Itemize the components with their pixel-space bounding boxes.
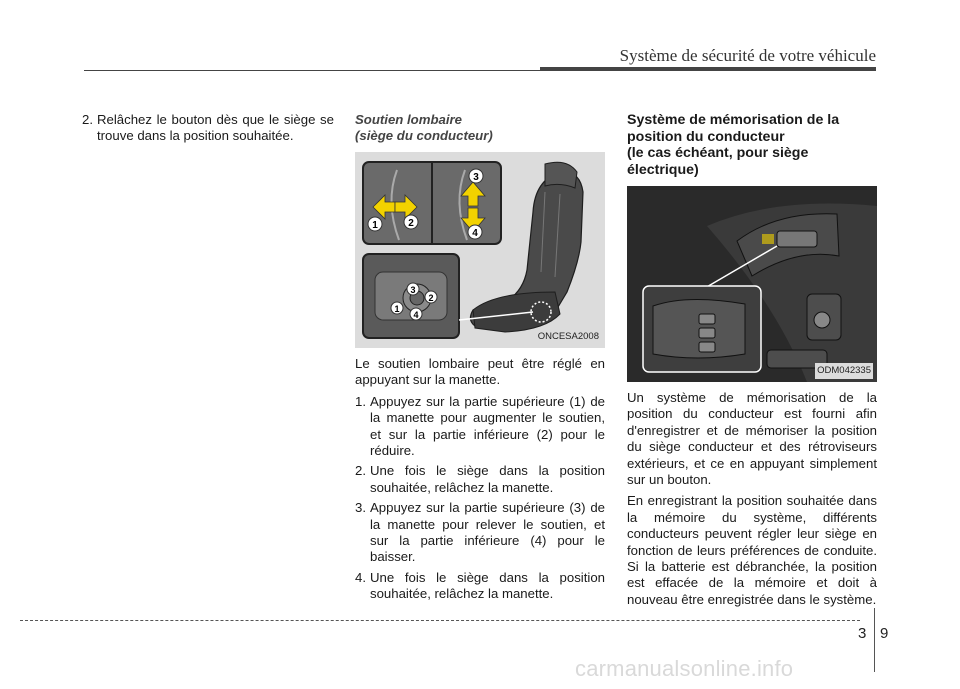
callout-1-lower: 1: [394, 304, 400, 314]
header-rule-accent: [540, 67, 876, 71]
list-item: [355, 463, 605, 496]
list-item: [82, 112, 334, 145]
chapter-number: 3: [858, 625, 867, 642]
door-panel-illustration: [627, 186, 877, 382]
column-1: [82, 112, 334, 149]
step-text: Appuyez sur la partie supérieure (3) de la manette pour relever le soutien, et sur la partie inférieure (4) pour le baisser.: [370, 500, 605, 565]
list-item: [355, 570, 605, 603]
callout-2: 2: [408, 218, 414, 229]
callout-4: 4: [472, 228, 478, 239]
heading-line: (le cas échéant, pour siège: [627, 145, 809, 161]
step-number: 2.: [82, 112, 93, 127]
step-number: 1.: [355, 393, 366, 409]
page-number: 9: [880, 625, 889, 642]
callout-3: 3: [473, 172, 479, 183]
memory-paragraph-1: Un système de mémorisation de la position du conducteur est fourni afin d'enregistrer et de mémoriser la position du siège conducteur et des rétroviseurs extérieurs, et ce en appuyant simplement sur un bouton.: [627, 390, 877, 488]
heading-line: (siège du conducteur): [355, 128, 493, 143]
footer-divider: [874, 608, 875, 672]
section-heading-lumbar: [355, 112, 605, 144]
step-text: Appuyez sur la partie supérieure (1) de la manette pour augmenter le soutien, et sur la partie inférieure (2) pour le réduire.: [370, 393, 605, 459]
lumbar-intro: Le soutien lombaire peut être réglé en appuyant sur la manette.: [355, 356, 605, 388]
step-number: 2.: [355, 463, 366, 479]
memory-paragraph-2: En enregistrant la position souhaitée dans la mémoire du système, différents conducteurs peuvent régler leur siège en fonction de leurs préférences de conduite. Si la batterie est débranchée, la position est effacée de la mémoire et doit à nouveau être enregistrée dans le système.: [627, 493, 877, 607]
callout-2-lower: 2: [428, 293, 434, 303]
step-text: Une fois le siège dans la position souhaitée, relâchez la manette.: [370, 569, 605, 602]
step-number: 3.: [355, 500, 366, 516]
heading-line: Système de mémorisation de la: [627, 112, 840, 128]
list-item: [355, 500, 605, 566]
page-header-title: Système de sécurité de votre véhicule: [619, 46, 876, 65]
heading-line: Soutien lombaire: [355, 112, 462, 127]
figure-code: ODM042335: [815, 363, 873, 379]
callout-4-lower: 4: [413, 310, 419, 320]
step-number: 4.: [355, 569, 366, 585]
heading-line: électrique): [627, 161, 699, 178]
callout-3-lower: 3: [410, 285, 416, 295]
heading-line: position du conducteur: [627, 128, 785, 145]
step-text: Relâchez le bouton dès que le siège se trouve dans la position souhaitée.: [97, 112, 334, 144]
list-item: [355, 394, 605, 460]
column-2: [355, 112, 605, 607]
watermark-text: carmanualsonline.info: [575, 656, 794, 681]
seat-illustration: [355, 152, 605, 348]
section-heading-memory: [627, 112, 877, 178]
column-3: [627, 112, 877, 613]
figure-code: ONCESA2008: [536, 329, 601, 345]
memory-system-figure: [627, 186, 877, 382]
lumbar-support-figure: [355, 152, 605, 348]
footer-rule: [20, 620, 860, 621]
step-text: Une fois le siège dans la position souhaitée, relâchez la manette.: [370, 463, 605, 495]
callout-1: 1: [372, 220, 378, 231]
